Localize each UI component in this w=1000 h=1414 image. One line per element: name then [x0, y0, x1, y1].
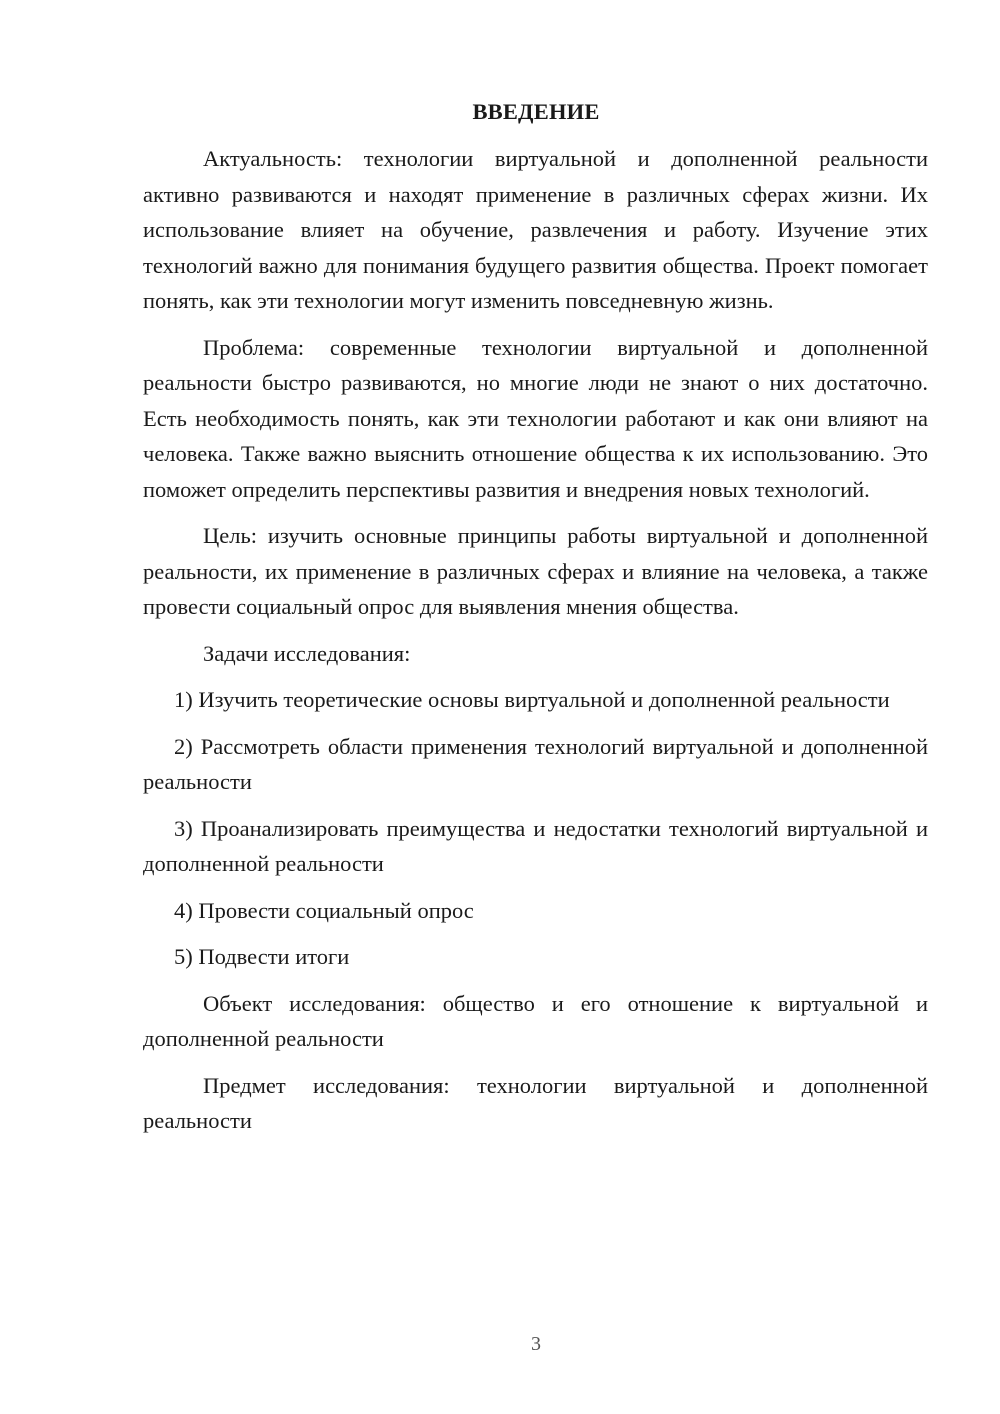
task-item-2: 2) Рассмотреть области применения технологий виртуальной и дополненной реальности	[143, 733, 928, 794]
relevance-paragraph: Актуальность: технологии виртуальной и дополненной реальности активно развиваются и находят применение в различных сферах жизни. Их использование влияет на обучение, развлечения и работу. Изучение этих технологий важно для понимания будущего развития общества. Проект помогает понять, как эти технологии могут изменить повседневную жизнь.	[143, 146, 928, 313]
tasks-heading: Задачи исследования:	[203, 640, 411, 666]
goal-paragraph: Цель: изучить основные принципы работы виртуальной и дополненной реальности, их применение в различных сферах и влияние на человека, а также провести социальный опрос для выявления мнения общества.	[143, 523, 928, 619]
task-item-3: 3) Проанализировать преимущества и недостатки технологий виртуальной и дополненной реальности	[143, 815, 928, 876]
subject-paragraph: Предмет исследования: технологии виртуальной и дополненной реальности	[143, 1072, 928, 1133]
task-item-4: 4) Провести социальный опрос	[174, 897, 474, 923]
page-number: 3	[531, 1333, 541, 1355]
object-paragraph: Объект исследования: общество и его отношение к виртуальной и дополненной реальности	[143, 990, 928, 1051]
task-item-5: 5) Подвести итоги	[174, 944, 350, 969]
problem-paragraph: Проблема: современные технологии виртуальной и дополненной реальности быстро развиваются, но многие люди не знают о них достаточно. Есть необходимость понять, как эти технологии работают и как они влияют на человека. Также важно выяснить отношение общества к их использованию. Это поможет определить перспективы развития и внедрения новых технологий.	[143, 334, 928, 502]
document-body	[143, 141, 928, 1150]
page-title: ВВЕДЕНИЕ	[472, 99, 600, 124]
task-item-1: 1) Изучить теоретические основы виртуальной и дополненной реальности	[174, 687, 890, 712]
